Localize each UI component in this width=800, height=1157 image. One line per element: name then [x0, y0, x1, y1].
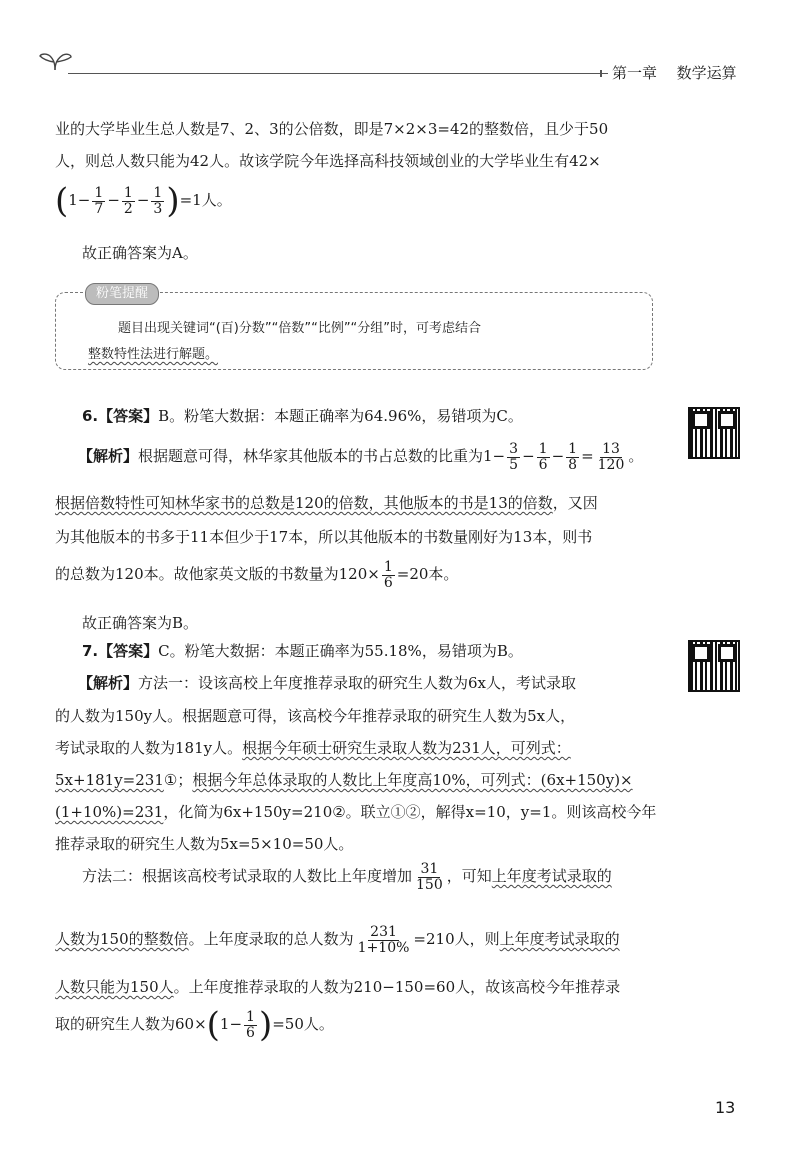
- q7-analysis-line-1: 【解析】方法一：设该高校上年度推荐录取的研究生人数为6x人，考试录取: [78, 674, 577, 692]
- fraction: $\frac{231}{1+10\%}$: [357, 924, 410, 956]
- q6-analysis-line-2: 根据倍数特性可知林华家书的总数是120的倍数，其他版本的书是13的倍数，又因: [55, 494, 598, 512]
- q7-method2-line-3: 人数只能为150人。上年度推荐录取的人数为210−150=60人，故该高校今年推荐录: [55, 978, 621, 996]
- q5-answer: 故正确答案为A。: [82, 244, 198, 262]
- sprout-icon: [38, 50, 72, 72]
- q5-one-minus: 1−: [68, 191, 91, 209]
- fraction: $\frac{31}{150}$: [416, 861, 443, 893]
- q5-line-1: 业的大学毕业生总人数是7、2、3的公倍数，即是7×2×3=42的整数倍，且少于50: [55, 120, 609, 138]
- chapter-label: 第一章: [612, 64, 658, 82]
- q6-answer: 故正确答案为B。: [82, 614, 199, 632]
- q7-method2-line-2: 人数为150的整数倍。上年度录取的总人数为 $\frac{231}{1+10\%}$ =210人，则上年度考试录取的: [55, 924, 620, 956]
- page-number: 13: [715, 1098, 736, 1117]
- left-paren: (: [206, 1005, 220, 1045]
- q6-analysis-line-4: 的总数为120本。故他家英文版的书数量为120× $\frac{1}{6}$ =20本。: [55, 559, 459, 591]
- tip-line-1: 题目出现关键词“(百)分数”“倍数”“比例”“分组”时，可考虑结合: [118, 321, 482, 336]
- fraction: $\frac{1}{8}$: [568, 441, 578, 473]
- fraction: $\frac{1}{6}$: [383, 559, 393, 591]
- tip-line-2: 整数特性法进行解题。: [88, 347, 219, 362]
- q7-analysis-line-2: 的人数为150y人。根据题意可得，该高校今年推荐录取的研究生人数为5x人，: [55, 707, 576, 725]
- fraction: $\frac{1}{7}$: [94, 184, 104, 217]
- q5-line-3: (1− $\frac{1}{7}$ − $\frac{1}{2}$ − $\frac{1}{3}$ )=1人。: [55, 181, 232, 221]
- q7-answer-line: 7.【答案】C。粉笔大数据：本题正确率为55.18%，易错项为B。: [82, 642, 523, 660]
- right-paren: ): [166, 181, 180, 221]
- section-label: 数学运算: [676, 64, 737, 82]
- fraction: $\frac{1}{2}$: [123, 184, 133, 217]
- fraction: $\frac{1}{6}$: [246, 1008, 255, 1041]
- q7-method2-line-4: 取的研究生人数为60×(1− $\frac{1}{6}$ )=50人。: [55, 1005, 334, 1045]
- fraction: $\frac{13}{120}$: [597, 441, 625, 473]
- q7-analysis-line-4: 5x+181y=231①；根据今年总体录取的人数比上年度高10%，可列式：(6x+150y)×: [55, 771, 633, 789]
- header-rule: [68, 73, 608, 74]
- q7-analysis-line-3: 考试录取的人数为181y人。根据今年硕士研究生录取人数为231人，可列式：: [55, 739, 571, 757]
- q7-analysis-line-5: (1+10%)=231，化简为6x+150y=210②。联立①②，解得x=10，y=1。则该高校今年: [55, 803, 657, 821]
- fraction: $\frac{1}{3}$: [153, 184, 163, 217]
- q7-method2-line-1: 方法二：根据该高校考试录取的人数比上年度增加 $\frac{31}{150}$ ，可知上年度考试录取的: [82, 861, 612, 893]
- qr-code-icon[interactable]: [688, 407, 740, 459]
- fraction: $\frac{3}{5}$: [509, 441, 519, 473]
- q7-analysis-line-6: 推荐录取的研究生人数为5x=5×10=50人。: [55, 835, 354, 853]
- header-tick: [600, 70, 602, 77]
- left-paren: (: [55, 181, 69, 221]
- q6-answer-line: 6.【答案】B。粉笔大数据：本题正确率为64.96%，易错项为C。: [82, 407, 523, 425]
- q6-analysis-line-3: 为其他版本的书多于11本但少于17本，所以其他版本的书数量刚好为13本，则书: [55, 528, 593, 546]
- tip-label: 粉笔提醒: [85, 283, 159, 305]
- qr-code-icon[interactable]: [688, 640, 740, 692]
- q5-line-2: 人，则总人数只能为42人。故该学院今年选择高科技领域创业的大学毕业生有42×: [55, 152, 601, 170]
- right-paren: ): [258, 1005, 273, 1045]
- fraction: $\frac{1}{6}$: [538, 441, 548, 473]
- header-chapter: [612, 62, 737, 83]
- q6-analysis-line-1: 【解析】根据题意可得，林华家其他版本的书占总数的比重为1− $\frac{3}{5}$ − $\frac{1}{6}$ − $\frac{1}{8}$ = $\frac{13}{120}$ 。: [78, 441, 644, 473]
